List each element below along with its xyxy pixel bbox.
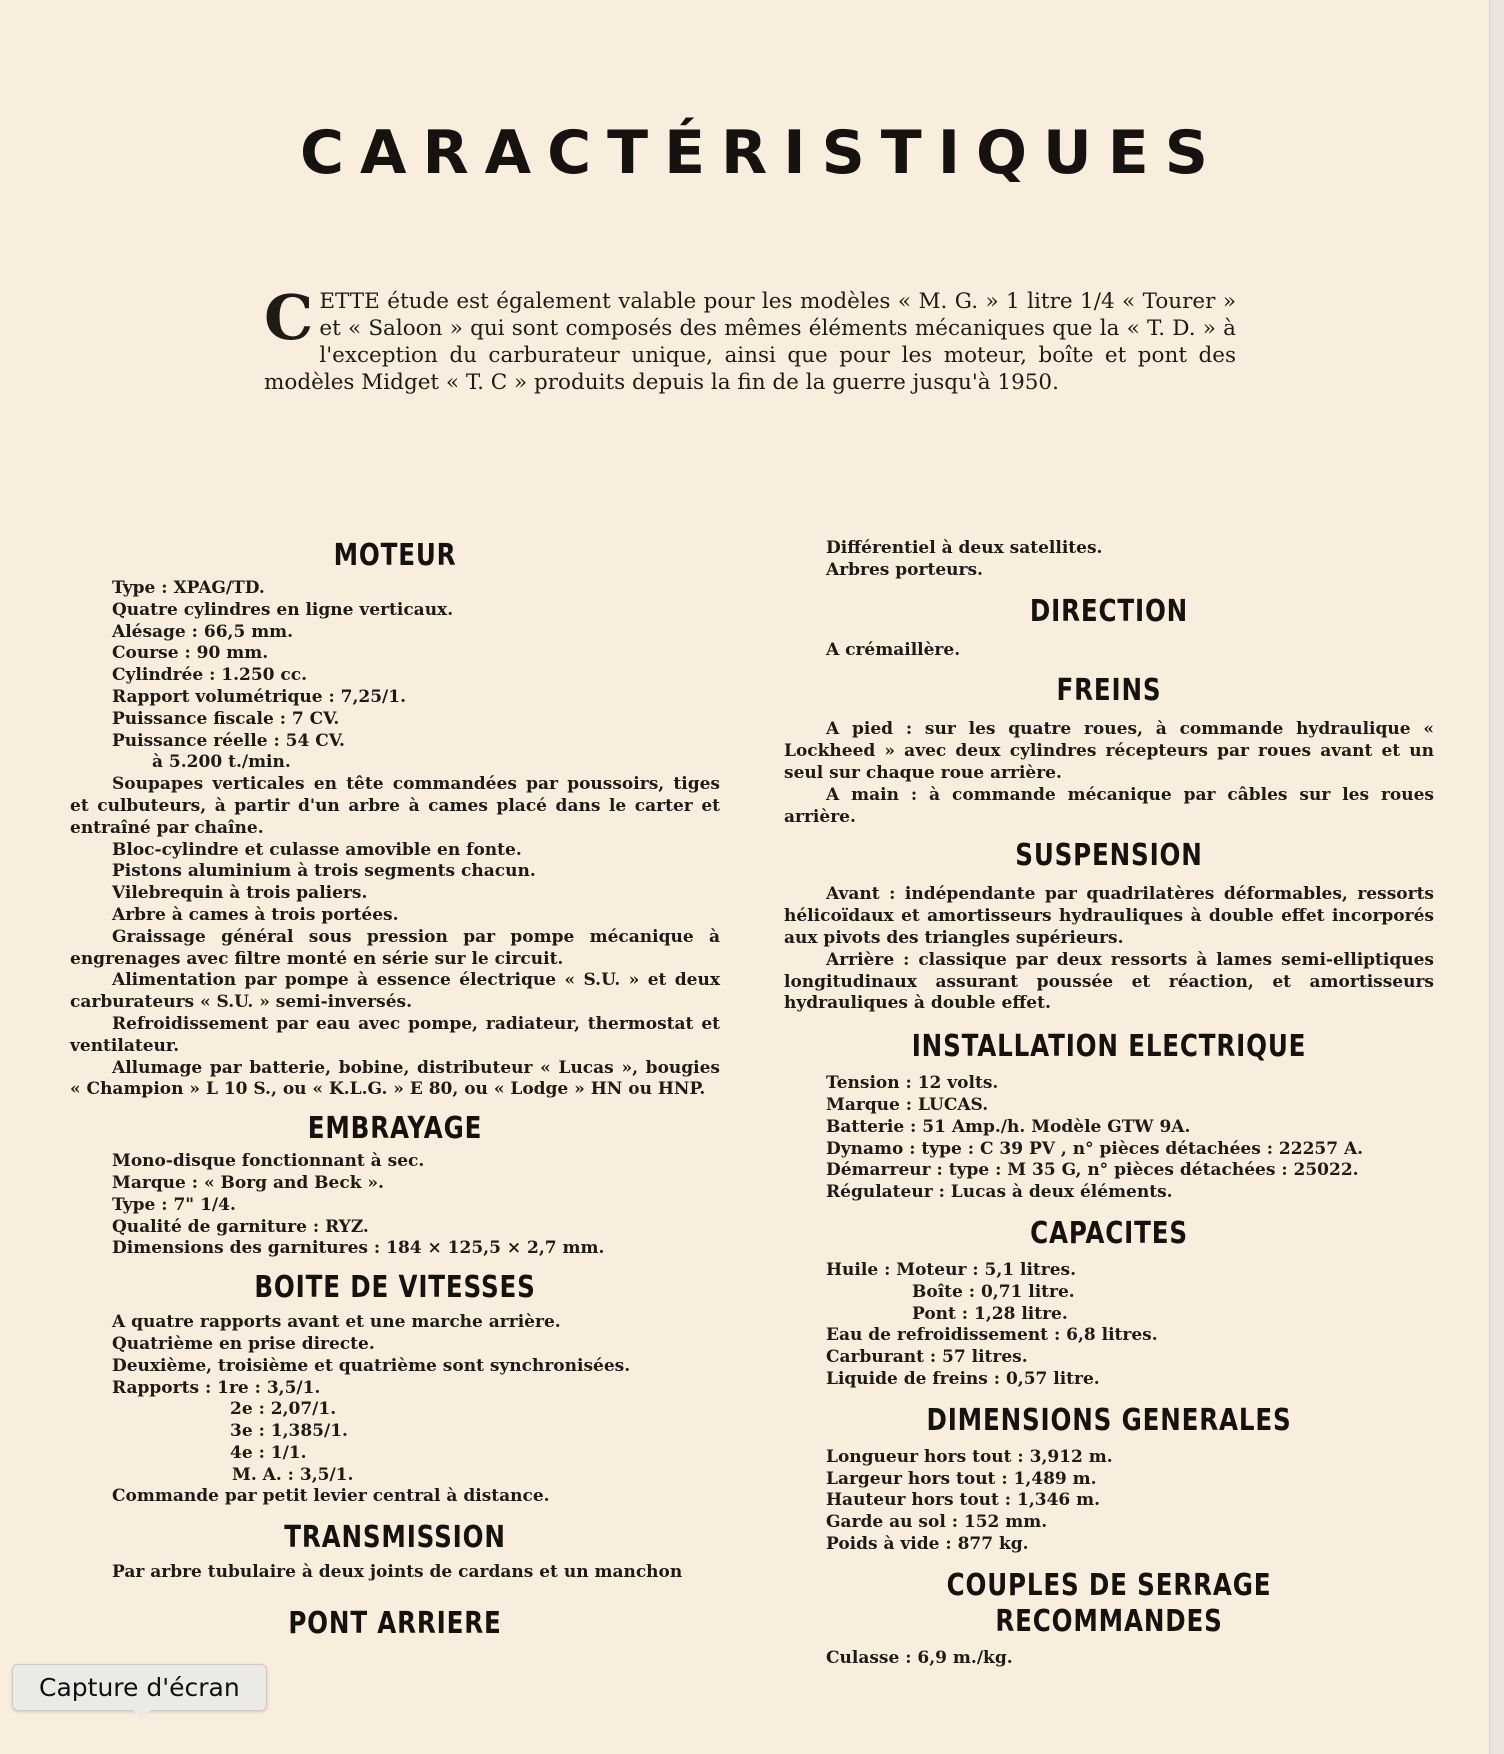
spec-paragraph: Soupapes verticales en tête commandées par poussoirs, tiges et culbuteurs, à partir d'un arbre à cames placé dans le carter et entraîné par chaîne. [70, 774, 720, 838]
spec-line: Pont : 1,28 litre. [912, 1303, 1068, 1324]
spec-line: Puissance réelle : 54 CV. [112, 730, 345, 751]
spec-line: Course : 90 mm. [112, 643, 269, 664]
intro-text: ETTE étude est également valable pour les modèles « M. G. » 1 litre 1/4 « Tourer » et « Saloon » qui sont composés des mêmes éléments mécaniques que la « T. D. » à l'exception du carburateur unique, ainsi que pour les moteur, boîte et pont des modèles Midget « T. C » produits depuis la fin de la guerre jusqu'à 1950. [264, 289, 1236, 395]
spec-paragraph: Allumage par batterie, bobine, distributeur « Lucas », bougies « Champion » L 10 S., ou « K.L.G. » E 80, ou « Lodge » HN ou HNP. [70, 1057, 720, 1100]
intro-paragraph [264, 281, 1236, 396]
spec-line: A quatre rapports avant et une marche arrière. [112, 1312, 561, 1333]
spec-line: Par arbre tubulaire à deux joints de cardans et un manchon [112, 1562, 683, 1583]
section-heading-direction: DIRECTION [1029, 593, 1189, 629]
right-column [784, 538, 1434, 1670]
spec-paragraph: Arrière : classique par deux ressorts à lames semi-elliptiques longitudinaux assurant poussée et réaction, et amortisseurs hydrauliques à double effet. [784, 949, 1434, 1014]
spec-paragraph: Graissage général sous pression par pompe mécanique à engrenages avec filtre monté en série sur le circuit. [70, 926, 720, 969]
spec-line: 2e : 2,07/1. [230, 1399, 337, 1420]
spec-line: Rapports : 1re : 3,5/1. [112, 1377, 321, 1398]
window-edge [1489, 0, 1504, 1754]
spec-line: Marque : « Borg and Beck ». [112, 1172, 384, 1193]
drop-cap: C [264, 281, 314, 354]
section-heading-embrayage: EMBRAYAGE [307, 1111, 483, 1147]
spec-line: Bloc-cylindre et culasse amovible en fonte. [112, 839, 522, 860]
spec-line: Régulateur : Lucas à deux éléments. [826, 1182, 1173, 1203]
spec-line: Boîte : 0,71 litre. [912, 1281, 1075, 1302]
spec-line: Cylindrée : 1.250 cc. [112, 665, 308, 686]
spec-line: Arbre à cames à trois portées. [112, 904, 399, 925]
section-heading-pont-arriere: PONT ARRIERE [288, 1606, 502, 1642]
spec-paragraph: A main : à commande mécanique par câbles sur les roues arrière. [784, 784, 1434, 827]
section-heading-transmission: TRANSMISSION [284, 1520, 506, 1556]
spec-line: Différentiel à deux satellites. [826, 538, 1103, 558]
spec-line: Type : XPAG/TD. [112, 578, 265, 598]
spec-line: Hauteur hors tout : 1,346 m. [826, 1490, 1101, 1511]
page-title: CARACTÉRISTIQUES [300, 118, 1224, 188]
spec-line: M. A. : 3,5/1. [232, 1464, 354, 1485]
spec-line: Alésage : 66,5 mm. [112, 621, 294, 642]
screenshot-tooltip: Capture d'écran [12, 1664, 267, 1711]
spec-line: à 5.200 t./min. [152, 752, 291, 773]
spec-line: Batterie : 51 Amp./h. Modèle GTW 9A. [826, 1116, 1191, 1137]
spec-line: Tension : 12 volts. [826, 1073, 999, 1094]
spec-line: Marque : LUCAS. [826, 1094, 989, 1115]
spec-line: Huile : Moteur : 5,1 litres. [826, 1259, 1077, 1280]
spec-line: Largeur hors tout : 1,489 m. [826, 1468, 1097, 1489]
section-heading-suspension: SUSPENSION [1015, 838, 1203, 874]
spec-line: Quatre cylindres en ligne verticaux. [112, 599, 454, 620]
spec-line: Arbres porteurs. [826, 559, 983, 580]
spec-line: Qualité de garniture : RYZ. [112, 1216, 369, 1237]
spec-line: Culasse : 6,9 m./kg. [826, 1647, 1013, 1668]
spec-line: Longueur hors tout : 3,912 m. [826, 1446, 1113, 1467]
spec-line: 4e : 1/1. [230, 1442, 307, 1463]
section-heading-dimensions: DIMENSIONS GENERALES [926, 1402, 1292, 1438]
section-heading-capacites: CAPACITES [1030, 1215, 1188, 1251]
spec-paragraph: Refroidissement par eau avec pompe, radiateur, thermostat et ventilateur. [70, 1013, 720, 1056]
spec-paragraph: Avant : indépendante par quadrilatères déformables, ressorts hélicoïdaux et amortisseurs hydrauliques à double effet incorporés aux pivots des triangles supérieurs. [784, 884, 1434, 948]
section-heading-installation-electrique: INSTALLATION ELECTRIQUE [911, 1029, 1307, 1065]
spec-line: 3e : 1,385/1. [230, 1421, 348, 1442]
spec-line: Mono-disque fonctionnant à sec. [112, 1151, 425, 1172]
spec-line: Garde au sol : 152 mm. [826, 1512, 1048, 1533]
spec-line: Quatrième en prise directe. [112, 1333, 375, 1354]
spec-line: A crémaillère. [826, 639, 961, 660]
section-heading-couples: COUPLES DE SERRAGE RECOMMANDES [946, 1567, 1272, 1639]
spec-line: Type : 7" 1/4. [112, 1194, 236, 1215]
section-heading-boite: BOITE DE VITESSES [254, 1270, 536, 1306]
spec-paragraph: Alimentation par pompe à essence électrique « S.U. » et deux carburateurs « S.U. » semi-inversés. [70, 970, 720, 1013]
spec-line: Démarreur : type : M 35 G, n° pièces détachées : 25022. [826, 1160, 1359, 1181]
spec-line: Vilebrequin à trois paliers. [112, 883, 368, 904]
spec-line: Poids à vide : 877 kg. [826, 1533, 1029, 1554]
spec-line: Dynamo : type : C 39 PV , n° pièces détachées : 22257 A. [826, 1138, 1364, 1159]
spec-line: Dimensions des garnitures : 184 × 125,5 × 2,7 mm. [112, 1238, 605, 1259]
spec-line: Rapport volumétrique : 7,25/1. [112, 686, 407, 707]
spec-line: Puissance fiscale : 7 CV. [112, 708, 340, 729]
spec-line: Liquide de freins : 0,57 litre. [826, 1368, 1100, 1389]
section-heading-freins: FREINS [1056, 673, 1162, 709]
section-heading-moteur: MOTEUR [333, 538, 457, 573]
spec-line: Deuxième, troisième et quatrième sont synchronisées. [112, 1355, 631, 1376]
spec-paragraph: A pied : sur les quatre roues, à commande hydraulique « Lockheed » avec deux cylindres récepteurs par roues avant et un seul sur chaque roue arrière. [784, 719, 1434, 783]
spec-line: Carburant : 57 litres. [826, 1347, 1028, 1368]
left-column [70, 538, 720, 1642]
spec-line: Commande par petit levier central à distance. [112, 1486, 550, 1507]
spec-line: Eau de refroidissement : 6,8 litres. [826, 1325, 1158, 1346]
spec-line: Pistons aluminium à trois segments chacun. [112, 861, 536, 882]
